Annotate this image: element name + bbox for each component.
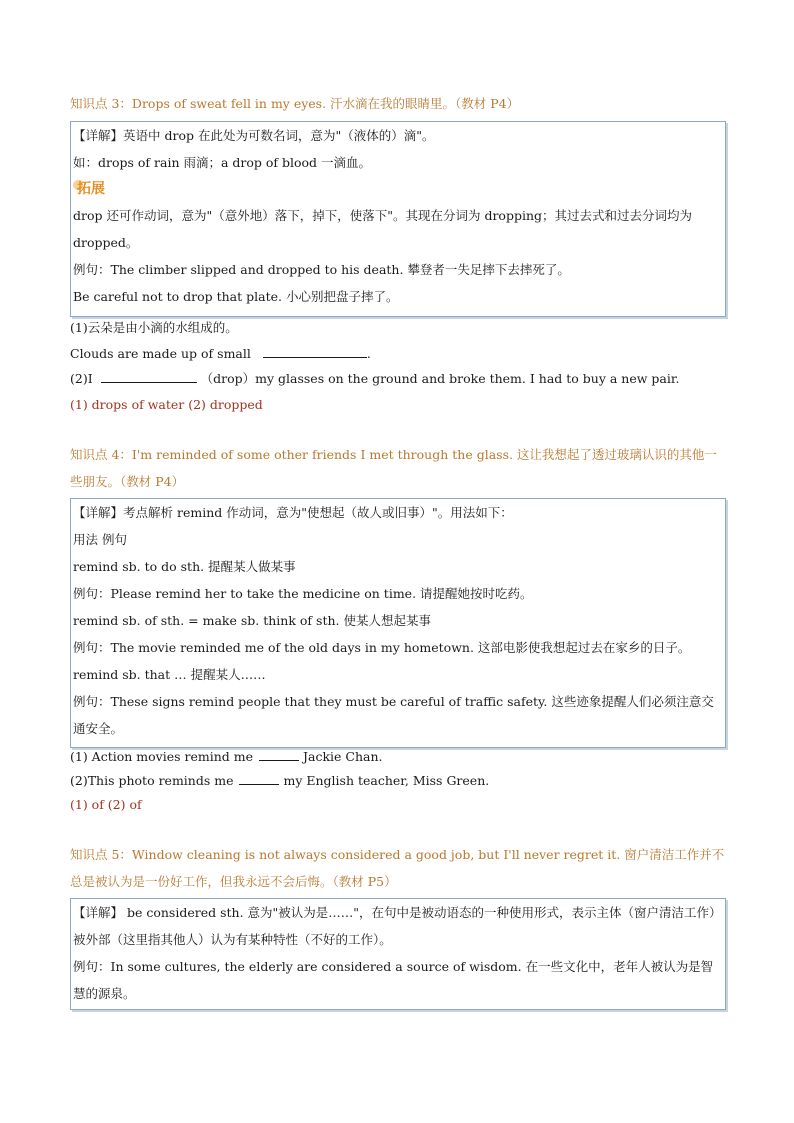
answer-line: (1) of (2) of xyxy=(70,797,142,812)
detail-box-3 xyxy=(70,121,726,317)
detail-line: 【详解】 be considered sth. 意为"被认为是……"，在句中是被动语态的一种使用形式，表示主体（窗户清洁工作）被外部（这里指其他人）认为有某种特性（不好的工作）。 xyxy=(73,905,722,947)
detail-line: 【详解】考点解析 remind 作动词，意为"使想起（故人或旧事）"。用法如下： xyxy=(73,505,513,520)
detail-line: 例句：In some cultures, the elderly are considered a source of wisdom. 在一些文化中，老年人被认为是智慧的源泉。 xyxy=(73,959,714,1001)
answer-blank xyxy=(263,345,367,358)
detail-line: remind sb. to do sth. 提醒某人做某事 xyxy=(73,559,296,574)
detail-line: 用法 例句 xyxy=(73,532,127,547)
detail-line: 例句：Please remind her to take the medicine on time. 请提醒她按时吃药。 xyxy=(73,586,533,601)
exercise-line: (1)云朵是由小滴的水组成的。 xyxy=(70,320,238,335)
detail-box-4 xyxy=(70,498,726,748)
exercise-line: (2)I （drop）my glasses on the ground and broke them. I had to buy a new pair. xyxy=(70,371,680,386)
detail-line: 例句：These signs remind people that they must be careful of traffic safety. 这些迹象提醒人们必须注意交通安全。 xyxy=(73,694,714,736)
answer-blank xyxy=(259,748,299,761)
answer-blank xyxy=(101,370,197,383)
detail-line: 例句：The movie reminded me of the old days in my hometown. 这部电影使我想起过去在家乡的日子。 xyxy=(73,640,691,655)
tuozhan-label: 拓展 xyxy=(73,176,725,202)
detail-line: remind sb. of sth. = make sb. think of sth. 使某人想起某事 xyxy=(73,613,431,628)
detail-line: Be careful not to drop that plate. 小心别把盘子摔了。 xyxy=(73,289,399,304)
detail-box-5 xyxy=(70,898,726,1010)
detail-line: 如：drops of rain 雨滴；a drop of blood 一滴血。 xyxy=(73,155,372,170)
exercise-line: Clouds are made up of small . xyxy=(70,346,371,361)
knowledge-point-3-heading: 知识点 3：Drops of sweat fell in my eyes. 汗水滴在我的眼睛里。（教材 P4） xyxy=(70,96,520,111)
knowledge-point-5-heading: 知识点 5：Window cleaning is not always considered a good job, but I'll never regret it. 窗户清洁工作并不总是被认为是一份好工作，但我永远不会后悔。（教材 P5） xyxy=(70,847,725,889)
detail-line: 【详解】英语中 drop 在此处为可数名词，意为"（液体的）滴"。 xyxy=(73,128,435,143)
knowledge-point-4-heading: 知识点 4：I'm reminded of some other friends I met through the glass. 这让我想起了透过玻璃认识的其他一些朋友。（教材 P4） xyxy=(70,447,717,489)
detail-line: 例句：The climber slipped and dropped to his death. 攀登者一失足摔下去摔死了。 xyxy=(73,262,570,277)
answer-line: (1) drops of water (2) dropped xyxy=(70,397,263,412)
answer-blank xyxy=(239,772,279,785)
detail-line: remind sb. that … 提醒某人…… xyxy=(73,667,266,682)
detail-line: drop 还可作动词，意为"（意外地）落下，掉下，使落下"。其现在分词为 dropping；其过去式和过去分词均为 dropped。 xyxy=(73,208,693,250)
exercise-line: (2)This photo reminds me my English teacher, Miss Green. xyxy=(70,773,490,788)
exercise-line: (1) Action movies remind me Jackie Chan. xyxy=(70,749,383,764)
